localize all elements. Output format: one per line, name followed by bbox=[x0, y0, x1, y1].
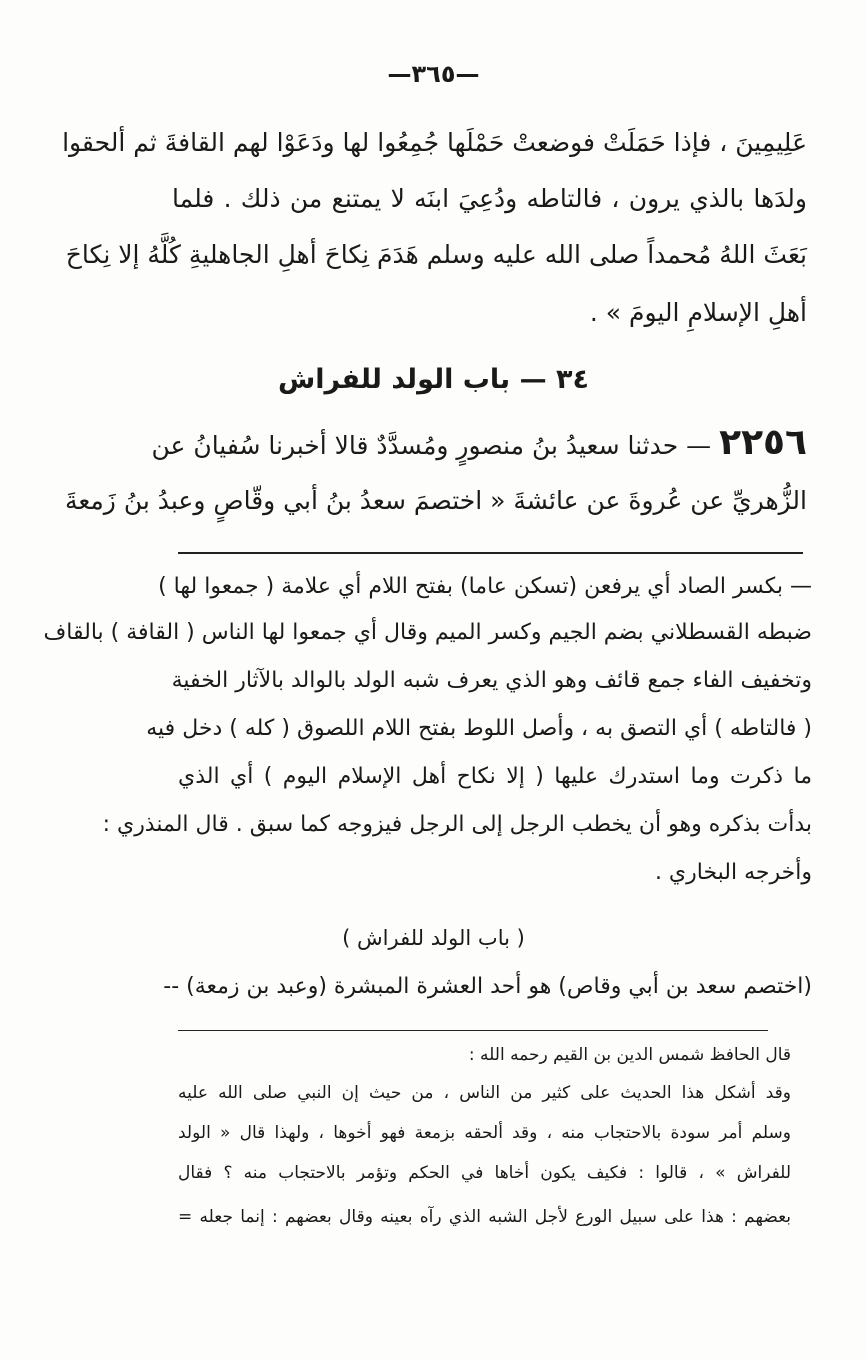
commentary-block bbox=[43, 568, 812, 913]
note-line: وقد أشكل هذا الحديث على كثير من الناس ، من حيث إن النبي صلى الله عليه bbox=[178, 1083, 791, 1103]
hadith-line-with-number bbox=[151, 422, 807, 463]
commentary-line: ( فالتاطه ) أي التصق به ، وأصل اللوط بفتح اللام اللصوق ( كله ) دخل فيه bbox=[146, 716, 812, 741]
hadith-line: عَلِيمِينَ ، فإذا حَمَلَتْ فوضعتْ حَمْلَها جُمِعُوا لها ودَعَوْا لهم القافةَ ثم ألحقوا bbox=[62, 128, 807, 157]
hadith-text-block-1 bbox=[62, 120, 807, 360]
commentary-line: ضبطه القسطلاني بضم الجيم وكسر الميم وقال أي جمعوا لها الناس ( القافة ) بالقاف bbox=[43, 620, 812, 645]
hadith-line: ولدَها بالذي يرون ، فالتاطه ودُعِيَ ابنَه لا يمتنع من ذلك . فلما bbox=[172, 184, 807, 213]
note-line: قال الحافظ شمس الدين بن القيم رحمه الله : bbox=[468, 1045, 791, 1065]
divider-rule bbox=[178, 552, 803, 554]
commentary-line: ما ذكرت وما استدرك عليها ( إلا نكاح أهل الإسلام اليوم ) أي الذي bbox=[178, 764, 812, 789]
commentary-line: بدأت بذكره وهو أن يخطب الرجل إلى الرجل فيزوجه كما سبق . قال المنذري : bbox=[102, 812, 812, 837]
commentary-line: وتخفيف الفاء جمع قائف وهو الذي يعرف شبه الولد بالوالد بالآثار الخفية bbox=[171, 668, 812, 693]
commentary-line: (اختصم سعد بن أبي وقاص) هو أحد العشرة المبشرة (وعبد بن زمعة) -- bbox=[163, 974, 812, 999]
note-block bbox=[178, 1045, 791, 1255]
commentary-line: — بكسر الصاد أي يرفعن (تسكن عاما) بفتح اللام أي علامة ( جمعوا لها ) bbox=[158, 574, 812, 599]
commentary-block-2 bbox=[163, 974, 812, 1014]
hadith-number: ٢٢٥٦ bbox=[719, 422, 807, 463]
commentary-line: وأخرجه البخاري . bbox=[654, 860, 812, 885]
note-line: وسلم أمر سودة بالاحتجاب منه ، وقد ألحقه بزمعة فهو أخوها ، ولهذا قال « الولد bbox=[178, 1123, 791, 1143]
chapter-heading: ٣٤ — باب الولد للفراش bbox=[278, 364, 589, 395]
hadith-line: الزُّهريِّ عن عُروةَ عن عائشةَ « اختصمَ سعدُ بنُ أبي وقّاصٍ وعبدُ بنُ زَمعةَ bbox=[64, 486, 807, 515]
divider-rule-2 bbox=[178, 1030, 768, 1031]
hadith-line: — حدثنا سعيدُ بنُ منصورٍ ومُسدَّدٌ قالا أخبرنا سُفيانُ عن bbox=[151, 431, 712, 460]
hadith-line: بَعَثَ اللهُ مُحمداً صلى الله عليه وسلم هَدَمَ نِكاحَ أهلِ الجاهليةِ كُلَّهُ إلا نِكاحَ bbox=[65, 240, 807, 269]
sub-heading: ( باب الولد للفراش ) bbox=[342, 926, 525, 950]
note-line: بعضهم : هذا على سبيل الورع لأجل الشبه الذي رآه بعينه وقال بعضهم : إنما جعله = bbox=[178, 1207, 791, 1227]
page-number: —٣٦٥— bbox=[387, 60, 480, 88]
hadith-line: أهلِ الإسلامِ اليومَ » . bbox=[589, 298, 807, 327]
note-line: للفراش » ، قالوا : فكيف يكون أخاها في الحكم وتؤمر بالاحتجاب منه ؟ فقال bbox=[178, 1163, 791, 1183]
hadith-text-block-2 bbox=[64, 422, 807, 542]
